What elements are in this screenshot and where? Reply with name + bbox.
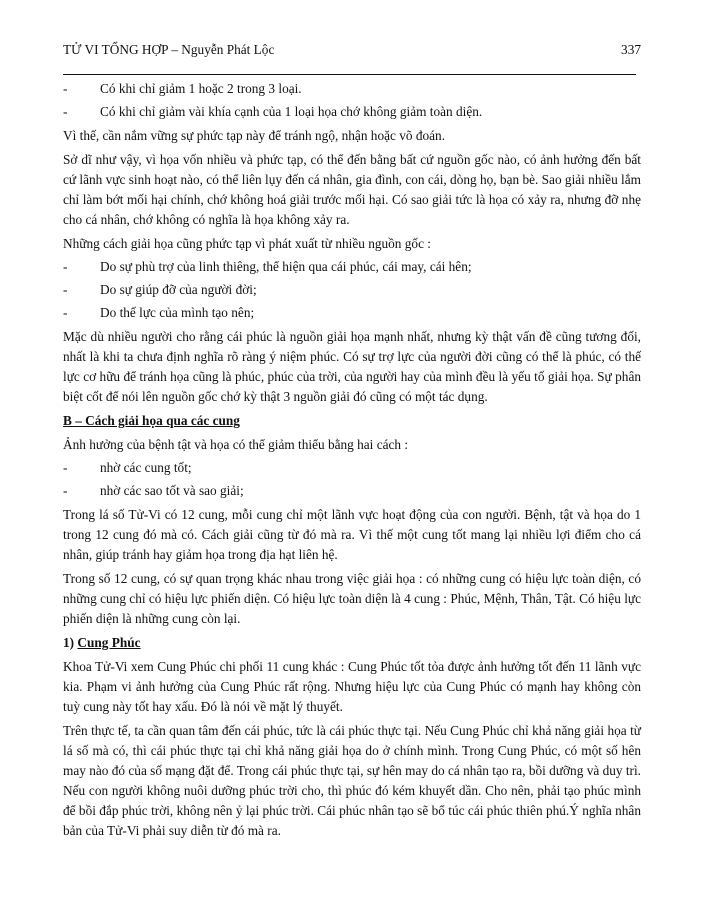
list-item-text: Do sự phù trợ của linh thiêng, thể hiện qua cái phúc, cái may, cái hên; <box>100 259 472 274</box>
list-item <box>63 303 641 323</box>
paragraph: Trong lá số Tử-Vi có 12 cung, mỗi cung chỉ một lãnh vực hoạt động của con người. Bệnh, tật và họa do 1 trong 12 cung đó mà có. Cách giải cũng từ đó mà ra. Vì thế một cung tốt mang lại nhiều lợi điểm cho cá nhân, giúp tránh hay giảm họa trong địa hạt liên hệ. <box>63 507 641 562</box>
section-heading-b: B – Cách giải họa qua các cung <box>63 413 240 428</box>
heading-text: Cung Phúc <box>77 635 141 650</box>
list-item <box>63 257 641 277</box>
section-heading-1 <box>63 633 641 653</box>
bullet-dash: - <box>63 81 68 96</box>
bullet-dash: - <box>63 460 68 475</box>
paragraph: Trong số 12 cung, có sự quan trọng khác nhau trong việc giải họa : có những cung có hiệu lực toàn diện, có những cung chỉ có hiệu lực phiến diện. Có hiệu lực toàn diện là 4 cung : Phúc, Mệnh, Thân, Tật. Có hiệu lực phiến diện là những cung còn lại. <box>63 571 641 626</box>
paragraph: Những cách giải họa cũng phức tạp vì phát xuất từ nhiều nguồn gốc : <box>63 236 431 251</box>
list-item-text: Có khi chỉ giảm vài khía cạnh của 1 loại họa chớ không giảm toàn diện. <box>100 104 483 119</box>
list-item-text: nhờ các cung tốt; <box>100 460 192 475</box>
document-body <box>63 76 641 841</box>
heading-number: 1) <box>63 635 78 650</box>
bullet-dash: - <box>63 104 68 119</box>
list-item-text: Do sự giúp đỡ của người đời; <box>100 282 257 297</box>
list-item <box>63 458 641 478</box>
list-item <box>63 79 641 99</box>
paragraph: Mặc dù nhiều người cho rằng cái phúc là nguồn giải họa mạnh nhất, nhưng kỳ thật vấn đề cũng tương đối, nhất là khi ta chưa định nghĩa rõ ràng ý niệm phúc. Có sự trợ lực của người đời cũng có thể là phúc, có thế lực cơ hữu để tránh họa cũng là phúc, phúc của trời, của người hay của mình đều là yếu tố giải họa. Sự phân biệt cốt để nói lên nguồn gốc chớ kỳ thật 3 nguồn giải đó cũng có một tác dụng. <box>63 329 641 404</box>
running-title: TỬ VI TỔNG HỢP – Nguyễn Phát Lộc <box>63 42 275 57</box>
list-item <box>63 280 641 300</box>
list-item-text: nhờ các sao tốt và sao giải; <box>100 483 244 498</box>
page-number: 337 <box>621 42 641 57</box>
bullet-dash: - <box>63 483 68 498</box>
paragraph: Sở dĩ như vậy, vì họa vốn nhiều và phức tạp, có thể đến bằng bất cứ nguồn gốc nào, có ảnh hưởng đến bất cứ lãnh vực sinh hoạt nào, có thể liên lụy đến cá nhân, gia đình, con cái, dòng họ, bạn bè. Sao giải nhiều lắm chỉ làm bớt mối hại chính, chớ không hoá giải trước mối hại. Có sao giải tức là họa có xảy ra, nhưng đỡ nhẹ cho cá nhân, chớ không có nghĩa là họa không xảy ra. <box>63 152 641 227</box>
list-item-text: Có khi chỉ giảm 1 hoặc 2 trong 3 loại. <box>100 81 302 96</box>
list-item-text: Do thế lực của mình tạo nên; <box>100 305 255 320</box>
bullet-dash: - <box>63 259 68 274</box>
paragraph: Khoa Tử-Vi xem Cung Phúc chi phối 11 cung khác : Cung Phúc tốt tỏa được ảnh hưởng tốt đến 11 lãnh vực kia. Phạm vi ảnh hưởng của Cung Phúc rất rộng. Nhưng hiệu lực của Cung Phúc có mạnh hay không còn tuỳ cung này tốt hay xấu. Đó là nói về mặt lý thuyết. <box>63 659 641 714</box>
paragraph: Ảnh hưởng của bệnh tật và họa có thể giảm thiểu bằng hai cách : <box>63 437 409 452</box>
bullet-dash: - <box>63 305 68 320</box>
paragraph: Vì thế, cần nắm vững sự phức tạp này để tránh ngộ, nhận hoặc võ đoán. <box>63 128 446 143</box>
bullet-dash: - <box>63 282 68 297</box>
list-item <box>63 102 641 122</box>
list-item <box>63 481 641 501</box>
header-rule <box>63 74 636 75</box>
paragraph: Trên thực tế, ta cần quan tâm đến cái phúc, tức là cái phúc thực tại. Nếu Cung Phúc chỉ khả năng giải họa từ lá số mà có, thì cái phúc thực tại chỉ khả năng giải họa do ở chính mình. Trong Cung Phúc, có một số hên may nào đó của số mạng đặt để. Trong cái phúc thực tại, sự hên may do cá nhân tạo ra, bồi dưỡng và duy trì. Nếu con người không nuôi dưỡng phúc trời cho, thì phúc đó kém khuyết dần. Cho nên, phải tạo phúc mình để bồi đắp phúc trời, không nên ỷ lại phúc trời. Cái phúc nhân tạo sẽ bổ túc cái phúc thiên phú.Ý nghĩa nhân bản của Tử-Vi phải suy diễn từ đó mà ra. <box>63 723 641 838</box>
